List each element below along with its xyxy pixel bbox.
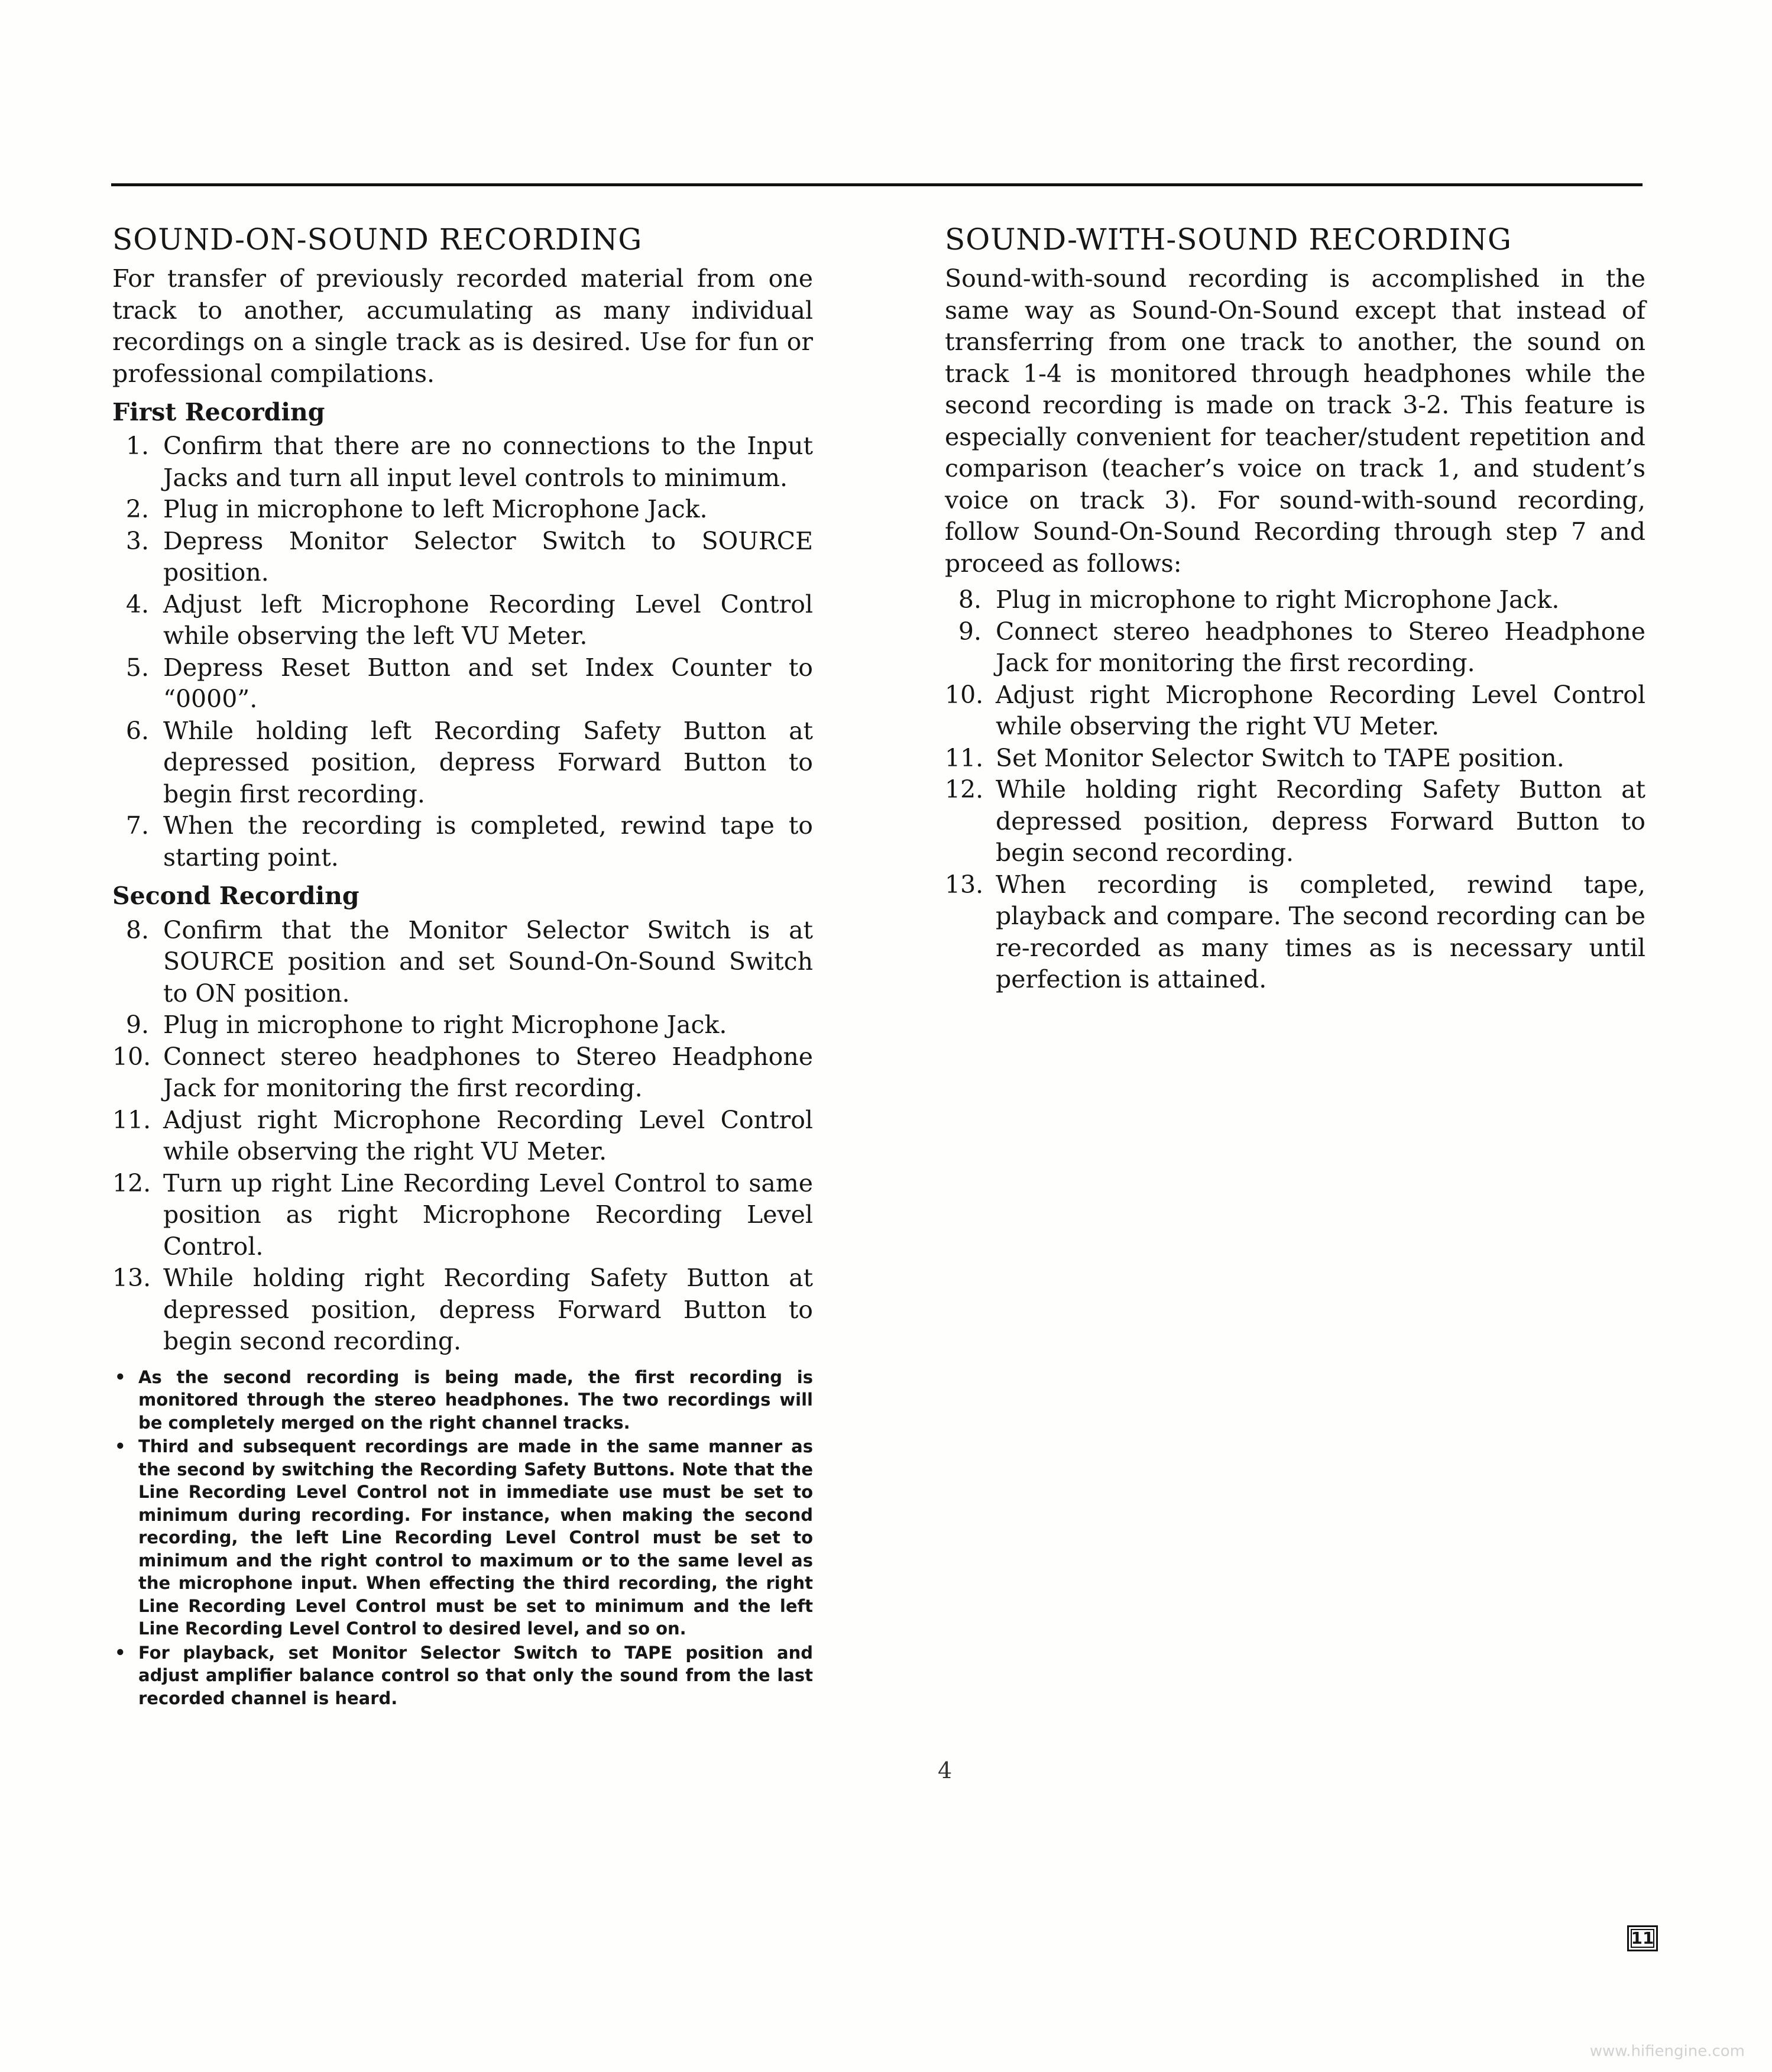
note-item <box>112 1366 813 1435</box>
note-item <box>112 1642 813 1710</box>
bullet-icon: • <box>115 1642 126 1663</box>
step-text: When recording is completed, rewind tape, playback and compare. The second recording can be re-recorded as many times as is necessary until perfection is attained. <box>996 870 1645 993</box>
notes-list <box>112 1366 813 1710</box>
step-10 <box>945 679 1645 743</box>
step-text: Depress Monitor Selector Switch to SOURCE position. <box>163 526 813 587</box>
step-12 <box>945 774 1645 869</box>
step-number: 9. <box>958 617 981 646</box>
step-number: 13. <box>112 1264 151 1293</box>
step-text: Confirm that there are no connections to the Input Jacks and turn all input level controls to minimum. <box>163 432 813 492</box>
step-number: 1. <box>125 432 149 461</box>
step-8 <box>112 915 813 1010</box>
step-10 <box>112 1041 813 1105</box>
step-text: While holding left Recording Safety Button at depressed position, depress Forward Button to begin first recording. <box>163 716 813 808</box>
step-text: When the recording is completed, rewind tape to starting point. <box>163 811 813 872</box>
step-text: Plug in microphone to left Microphone Jack. <box>163 495 708 524</box>
step-9 <box>112 1009 813 1041</box>
sound-with-sound-title: SOUND-WITH-SOUND RECORDING <box>945 222 1512 257</box>
step-number: 7. <box>125 811 149 840</box>
right-column <box>945 224 1645 996</box>
step-5 <box>112 652 813 716</box>
note-text: Third and subsequent recordings are made in the same manner as the second by switching the Recording Safety Buttons. Note that the Line Recording Level Control not in immediate use must be set to minimum during recording. For instance, when making the second recording, the left Line Recording Level Control must be set to minimum and the right control to maximum or to the same level as the microphone input. When effecting the third recording, the right Line Recording Level Control must be set to minimum and the left Line Recording Level Control to desired level, and so on. <box>138 1436 813 1639</box>
step-number: 12. <box>945 775 984 804</box>
center-mark: 4 <box>938 1757 953 1783</box>
step-number: 2. <box>125 495 149 524</box>
step-11 <box>945 743 1645 775</box>
second-recording-steps <box>112 915 813 1358</box>
bullet-icon: • <box>115 1367 126 1387</box>
sound-on-sound-title: SOUND-ON-SOUND RECORDING <box>112 222 643 257</box>
step-text: While holding right Recording Safety Button at depressed position, depress Forward Button to begin second recording. <box>996 775 1645 867</box>
note-item <box>112 1435 813 1640</box>
sound-with-sound-intro: Sound-with-sound recording is accomplished in the same way as Sound-On-Sound except that instead of transferring from one track to another, the sound on track 1-4 is monitored through headphones while the second recording is made on track 3-2. This feature is especially convenient for teacher/student repetition and comparison (teacher’s voice on track 1, and student’s voice on track 3). For sound-with-sound recording, follow Sound-On-Sound Recording through step 7 and proceed as follows: <box>945 264 1645 578</box>
step-text: Adjust left Microphone Recording Level Control while observing the left VU Meter. <box>163 590 813 650</box>
step-4 <box>112 589 813 652</box>
step-13 <box>945 869 1645 996</box>
step-text: Depress Reset Button and set Index Counter to “0000”. <box>163 653 813 714</box>
step-text: Plug in microphone to right Microphone Jack. <box>163 1011 727 1040</box>
first-recording-steps <box>112 430 813 873</box>
step-number: 10. <box>945 680 984 709</box>
step-6 <box>112 716 813 811</box>
step-text: Set Monitor Selector Switch to TAPE position. <box>996 743 1564 772</box>
step-text: Connect stereo headphones to Stereo Headphone Jack for monitoring the first recording. <box>996 617 1645 677</box>
first-recording-heading: First Recording <box>112 398 325 426</box>
step-number: 4. <box>125 590 149 619</box>
step-number: 3. <box>125 526 149 555</box>
step-text: Confirm that the Monitor Selector Switch is at SOURCE position and set Sound-On-Sound Switch to ON position. <box>163 915 813 1008</box>
step-11 <box>112 1105 813 1168</box>
left-column <box>112 224 813 1711</box>
step-text: While holding right Recording Safety Button at depressed position, depress Forward Button to begin second recording. <box>163 1264 813 1356</box>
sound-with-sound-steps <box>945 584 1645 996</box>
step-number: 5. <box>125 653 149 682</box>
bullet-icon: • <box>115 1436 126 1457</box>
step-number: 9. <box>125 1011 149 1040</box>
step-text: Adjust right Microphone Recording Level Control while observing the right VU Meter. <box>996 680 1645 740</box>
step-text: Plug in microphone to right Microphone Jack. <box>996 585 1560 614</box>
step-text: Connect stereo headphones to Stereo Headphone Jack for monitoring the first recording. <box>163 1042 813 1103</box>
step-9 <box>945 616 1645 679</box>
step-number: 8. <box>958 585 981 614</box>
step-3 <box>112 526 813 589</box>
sound-on-sound-intro: For transfer of previously recorded material from one track to another, accumulating as many individual recordings on a single track as is desired. Use for fun or professional compilations. <box>112 264 813 388</box>
step-2 <box>112 494 813 526</box>
watermark: www.hifiengine.com <box>1589 2042 1745 2060</box>
note-text: For playback, set Monitor Selector Switch to TAPE position and adjust amplifier balance control so that only the sound from the last recorded channel is heard. <box>138 1642 813 1708</box>
step-13 <box>112 1262 813 1358</box>
step-number: 6. <box>125 716 149 745</box>
step-number: 11. <box>945 743 984 772</box>
step-number: 13. <box>945 870 984 899</box>
step-text: Adjust right Microphone Recording Level Control while observing the right VU Meter. <box>163 1105 813 1166</box>
second-recording-heading: Second Recording <box>112 882 359 911</box>
step-7 <box>112 810 813 873</box>
step-1 <box>112 430 813 494</box>
top-rule <box>111 183 1643 186</box>
note-text: As the second recording is being made, the first recording is monitored through the stereo headphones. The two recordings will be completely merged on the right channel tracks. <box>138 1367 813 1433</box>
page-number: 11 <box>1627 1925 1658 1951</box>
step-number: 10. <box>112 1042 151 1071</box>
step-12 <box>112 1168 813 1263</box>
step-8 <box>945 584 1645 616</box>
step-number: 8. <box>125 915 149 944</box>
step-text: Turn up right Line Recording Level Control to same position as right Microphone Recording Level Control. <box>163 1168 813 1261</box>
step-number: 11. <box>112 1105 151 1134</box>
step-number: 12. <box>112 1168 151 1197</box>
